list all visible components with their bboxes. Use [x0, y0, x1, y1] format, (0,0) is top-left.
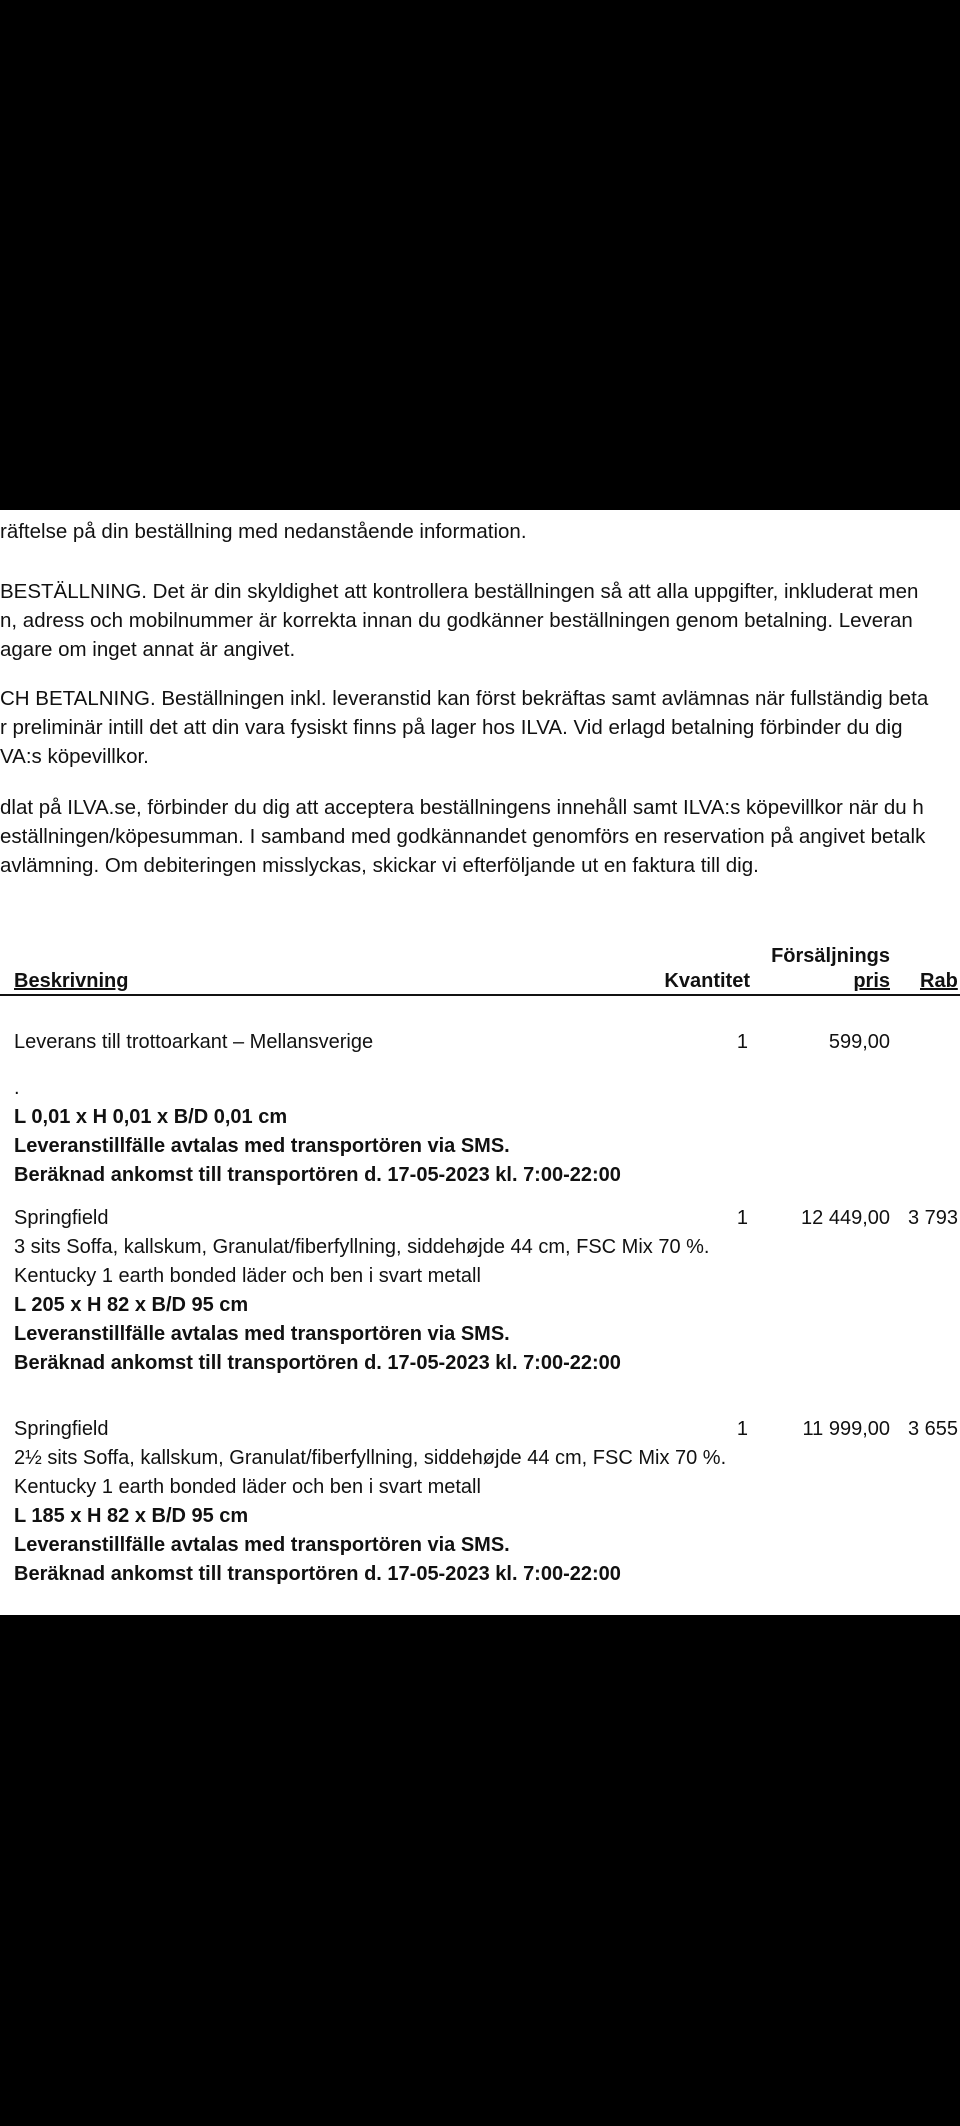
item-delivery-note: Leveranstillfälle avtalas med transportören via SMS. [14, 1534, 510, 1556]
item-material: Kentucky 1 earth bonded läder och ben i svart metall [14, 1476, 481, 1498]
text-line: r preliminär intill det att din vara fysiskt finns på lager hos ILVA. Vid erlagd betalning förbinder du dig [0, 716, 903, 739]
text-line: VA:s köpevillkor. [0, 745, 149, 768]
item-quantity: 1 [736, 1207, 748, 1229]
item-title: Springfield [14, 1207, 109, 1229]
header-divider [0, 994, 960, 996]
text-line: agare om inget annat är angivet. [0, 638, 296, 661]
header-pris-top: Försäljnings [771, 945, 890, 967]
text-line: CH BETALNING. Beställningen inkl. leveranstid kan först bekräftas samt avlämnas när fullständig beta [0, 687, 929, 710]
item-dimensions: L 0,01 x H 0,01 x B/D 0,01 cm [14, 1106, 288, 1128]
item-price: 11 999,00 [802, 1418, 890, 1440]
item-quantity: 1 [736, 1031, 748, 1053]
item-arrival-note: Beräknad ankomst till transportören d. 17-05-2023 kl. 7:00-22:00 [14, 1563, 621, 1585]
item-arrival-note: Beräknad ankomst till transportören d. 17-05-2023 kl. 7:00-22:00 [14, 1352, 621, 1374]
text-line: avlämning. Om debiteringen misslyckas, skickar vi efterföljande ut en faktura till dig. [0, 854, 759, 877]
item-quantity: 1 [736, 1418, 748, 1440]
item-description: 2½ sits Soffa, kallskum, Granulat/fiberfyllning, siddehøjde 44 cm, FSC Mix 70 %. [14, 1447, 727, 1469]
text-line: eställningen/köpesumman. I samband med godkännandet genomförs en reservation på angivet betalk [0, 825, 926, 848]
document-page [0, 510, 960, 1615]
item-material: Kentucky 1 earth bonded läder och ben i svart metall [14, 1265, 481, 1287]
item-description: 3 sits Soffa, kallskum, Granulat/fiberfyllning, siddehøjde 44 cm, FSC Mix 70 %. [14, 1236, 710, 1258]
item-description: . [14, 1077, 20, 1099]
item-delivery-note: Leveranstillfälle avtalas med transportören via SMS. [14, 1135, 510, 1157]
text-line: n, adress och mobilnummer är korrekta innan du godkänner beställningen genom betalning. Leveran [0, 609, 913, 632]
paragraph-bestallning [0, 577, 918, 664]
text-line: dlat på ILVA.se, förbinder du dig att acceptera beställningens innehåll samt ILVA:s köpevillkor när du h [0, 796, 924, 819]
item-delivery-note: Leveranstillfälle avtalas med transportören via SMS. [14, 1323, 510, 1345]
header-pris-bottom: pris [853, 970, 890, 992]
item-title: Leverans till trottoarkant – Mellansverige [14, 1031, 374, 1053]
item-discount: 3 793 [908, 1207, 959, 1229]
item-price: 12 449,00 [801, 1207, 890, 1229]
header-rabatt: Rab [920, 970, 958, 992]
paragraph-ilva [0, 793, 925, 880]
item-title: Springfield [14, 1418, 109, 1440]
item-price: 599,00 [828, 1031, 890, 1053]
item-dimensions: L 205 x H 82 x B/D 95 cm [14, 1294, 249, 1316]
item-discount: 3 655 [908, 1418, 959, 1440]
header-beskrivning: Beskrivning [14, 970, 129, 992]
text-line: BESTÄLLNING. Det är din skyldighet att kontrollera beställningen så att alla uppgifter, inkluderat men [0, 580, 919, 603]
intro-paragraph [0, 517, 527, 546]
item-dimensions: L 185 x H 82 x B/D 95 cm [14, 1505, 249, 1527]
paragraph-betalning [0, 684, 928, 771]
header-kvantitet: Kvantitet [664, 970, 750, 992]
item-arrival-note: Beräknad ankomst till transportören d. 17-05-2023 kl. 7:00-22:00 [14, 1164, 621, 1186]
text-line: räftelse på din beställning med nedanstående information. [0, 520, 527, 543]
